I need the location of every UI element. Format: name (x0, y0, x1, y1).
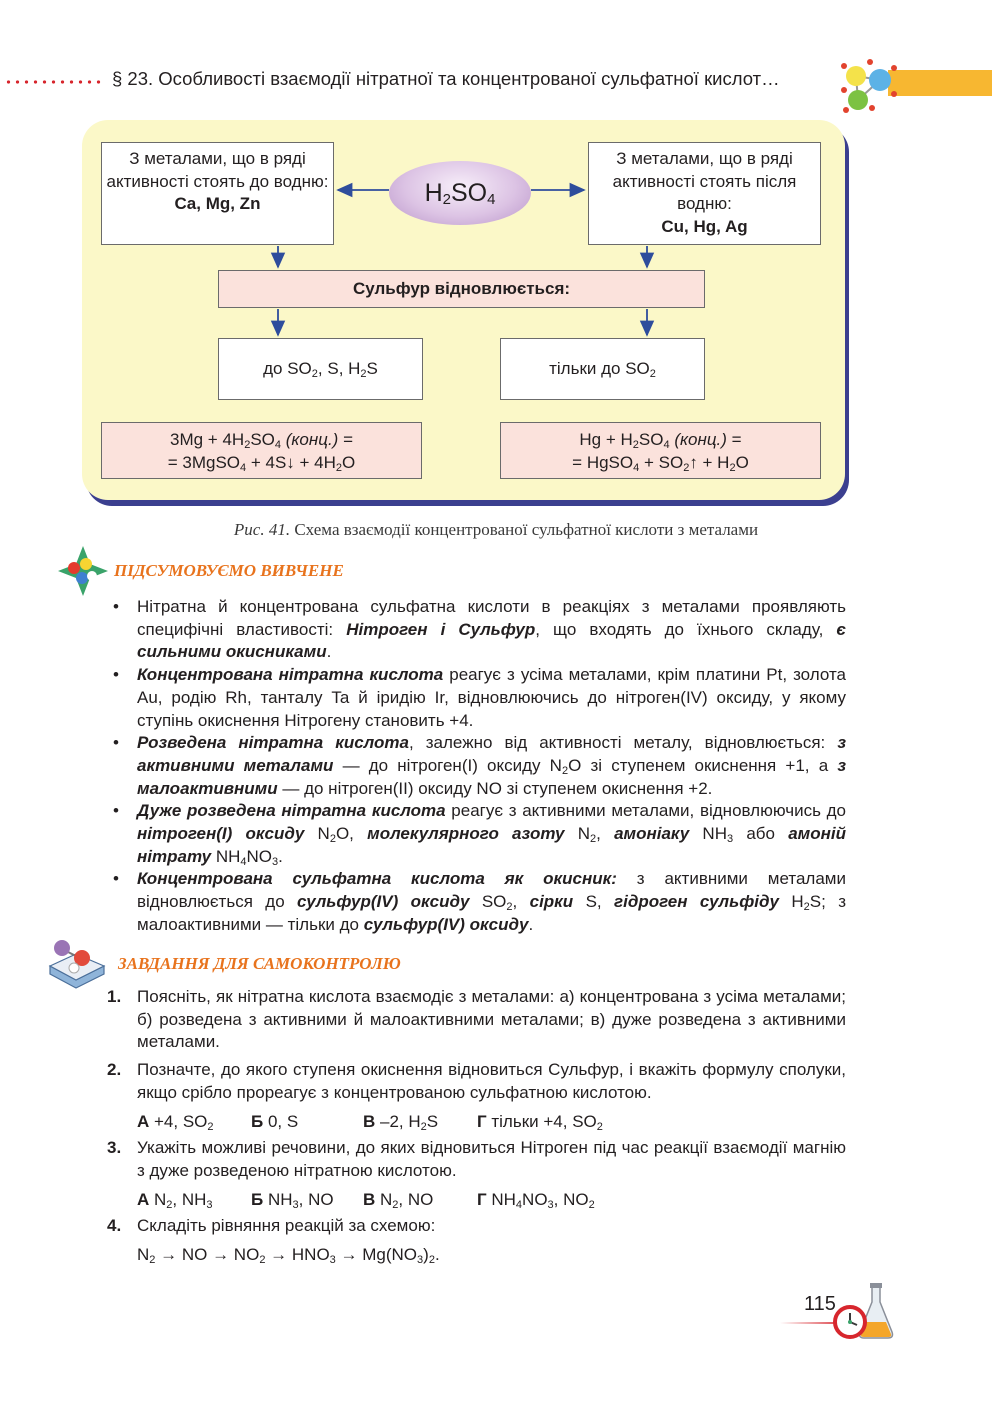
task-item (107, 1215, 846, 1238)
summary-item: • Концентрована сульфатна кислота як окисник: з активними металами відновлюється до сульфур(IV) оксиду $SO_2$, сірки S, гідроген сульфіду $H_2S$; з малоактивними — тільки до сульфур(IV) оксиду. (110, 868, 846, 936)
figure-number: Рис. 41. (233, 520, 291, 539)
right-equation-line2: = HgSO$_4$ + $SO_2↑ + H_2O$ (572, 453, 749, 474)
sulfur-reduced-label: Сульфур відновлюється: (352, 279, 571, 298)
right-metals-list: Cu, Hg, Ag (661, 216, 748, 236)
task-option-d: Г тільки +4, $SO_2$ (477, 1111, 603, 1133)
task-option-c: В –2, $H_2S$ (363, 1111, 439, 1133)
left-product-label: до $SO_2$, S, $H_2S$ (263, 359, 378, 380)
task-option-b: Б 0, S (251, 1111, 299, 1131)
task-item (107, 986, 846, 1054)
left-metals-text: З металами, що в ряді активності стоять до водню: (106, 149, 329, 191)
left-equation-line1: $3Mg + 4H_2SO_4$ (конц.) = (170, 430, 353, 451)
task-option-b: Б $NH_3$, NO (251, 1189, 334, 1211)
tasks-list (107, 986, 846, 1267)
summary-list (110, 596, 846, 937)
task-text: Складіть рівняння реакцій за схемою: (137, 1216, 436, 1236)
summary-item: • Концентрована нітратна кислота реагує з усіма металами, крім платини Pt, золота Au, родію Rh, танталу Ta й іридію Ir, відновлюючись до нітроген(IV) оксиду, у якому ступінь окиснення Нітрогену становить +4. (110, 664, 846, 732)
task-number: 4. (107, 1216, 122, 1236)
h2so4-formula: $H_2SO_4$ (424, 178, 496, 208)
summary-item: • Дуже розведена нітратна кислота реагує з активними металами, відновлюючись до нітроген(I) оксиду $N_2O$, молекулярного азоту $N_2$, амоніаку $NH_3$ або амоній нітрату $NH_4NO_3$. (110, 800, 846, 868)
task-option-a: А +4, $SO_2$ (137, 1111, 214, 1133)
left-metals-list: Ca, Mg, Zn (174, 194, 261, 213)
task-option-a: А $N_2$, $NH_3$ (137, 1189, 213, 1211)
left-equation-line2: = 3MgSO$_4$ + 4S↓ + $4H_2O$ (167, 453, 356, 474)
task-options (107, 1189, 846, 1212)
task-option-c: В $N_2$, NO (363, 1189, 434, 1211)
task-number: 3. (107, 1138, 122, 1158)
running-header-title: § 23. Особливості взаємодії нітратної та концентрованої сульфатної кислот… (112, 68, 780, 89)
task-text: Укажіть можливі речовини, до яких відновиться Нітроген під час реакції взаємодії магнію з дуже розведеною нітратною кислотою. (137, 1138, 846, 1180)
figure-caption (0, 520, 992, 540)
diagram-arrows (0, 0, 992, 520)
task-scheme: $N_2$ → NO → $NO_2 \to HNO_3 \to Mg(NO_3)_2$. (137, 1245, 440, 1267)
page-number: 115 (804, 1293, 836, 1315)
task-item (107, 1137, 846, 1182)
task-number: 2. (107, 1060, 122, 1080)
task-number: 1. (107, 987, 122, 1006)
right-metals-text: З металами, що в ряді активності стоять після водню: (612, 149, 797, 213)
summary-item: • Нітратна й концентрована сульфатна кислоти в реакціях з металами проявляють специфічні властивості: Нітроген і Сульфур, що входять до їхнього складу, є сильними окисниками. (110, 596, 846, 664)
task-item (107, 1059, 846, 1104)
tasks-book-icon (46, 936, 108, 990)
tasks-title: ЗАВДАННЯ ДЛЯ САМОКОНТРОЛЮ (118, 954, 401, 973)
task-options (107, 1111, 846, 1134)
task-text: Поясніть, як нітратна кислота взаємодіє з металами: а) концентрована з усіма металами; б) розведена з активними й малоактивними металами; в) дуже розведена з активними металами. (137, 987, 846, 1052)
summary-title: ПІДСУМОВУЄМО ВИВЧЕНЕ (114, 561, 344, 580)
figure-caption-text: Схема взаємодії концентрованої сульфатної кислоти з металами (290, 520, 759, 539)
task-text: Позначте, до якого ступеня окиснення відновиться Сульфур, і вкажіть формулу сполуки, якщо срібло прореагує з концентрованою сульфатною кислотою. (137, 1060, 846, 1102)
summary-molecule-icon (56, 544, 110, 598)
flask-clock-icon (828, 1282, 898, 1342)
right-equation-line1: $Hg + H_2SO_4$ (конц.) = (579, 430, 742, 451)
summary-item: • Розведена нітратна кислота, залежно від активності металу, відновлюється: з активними металами — до нітроген(I) оксиду $N_2O$ зі ступенем окиснення +1, а з малоактивними — до нітроген(II) оксиду NO зі ступенем окиснення +2. (110, 732, 846, 800)
right-product-label: тільки до $SO_2$ (549, 359, 656, 380)
task-option-d: Г $NH_4NO_3$, $NO_2$ (477, 1189, 595, 1211)
